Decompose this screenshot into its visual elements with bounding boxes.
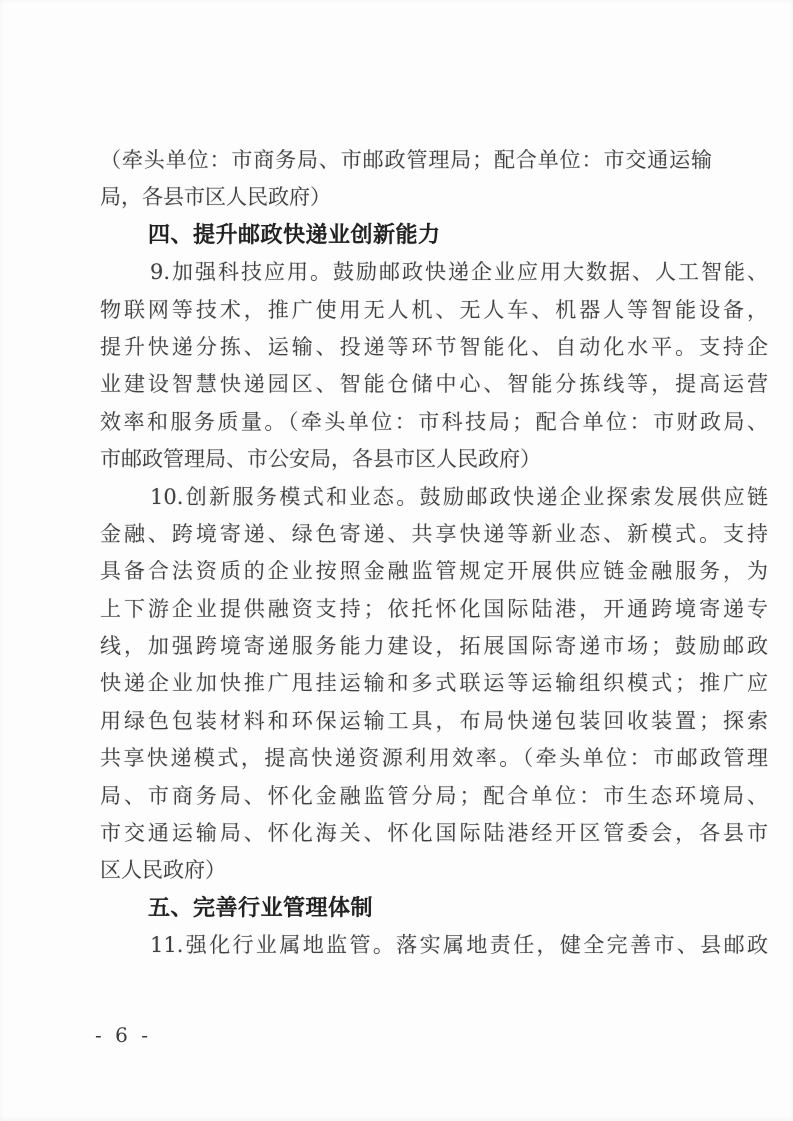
text-line: 9.加强科技应用。鼓励邮政快递企业应用大数据、人工智能、 bbox=[150, 260, 768, 285]
text-line: 上下游企业提供融资支持；依托怀化国际陆港，开通跨境寄递专 bbox=[100, 596, 768, 621]
section-heading bbox=[100, 217, 768, 254]
text-line: 市邮政管理局、市公安局，各县市区人民政府） bbox=[100, 447, 541, 472]
text-line: 用绿色包装材料和环保运输工具，布局快递包装回收装置；探索 bbox=[100, 708, 768, 733]
text-line: 线，加强跨境寄递服务能力建设，拓展国际寄递市场；鼓励邮政 bbox=[100, 634, 768, 659]
text-line: 提升快递分拣、运输、投递等环节智能化、自动化水平。支持企 bbox=[100, 334, 768, 359]
text-line: 局，各县市区人民政府） bbox=[100, 185, 331, 210]
section-heading bbox=[100, 890, 768, 927]
text-line: 11.强化行业属地监管。落实属地责任，健全完善市、县邮政 bbox=[150, 933, 768, 958]
text-line: 效率和服务质量。（牵头单位：市科技局；配合单位：市财政局、 bbox=[100, 409, 768, 434]
text-line: 局、市商务局、怀化金融监管分局；配合单位：市生态环境局、 bbox=[100, 783, 768, 808]
text-line: 市交通运输局、怀化海关、怀化国际陆港经开区管委会，各县市 bbox=[100, 821, 768, 846]
section-heading-text: 五、完善行业管理体制 bbox=[148, 895, 374, 921]
text-line: 业建设智慧快递园区、智能仓储中心、智能分拣线等，提高运营 bbox=[100, 372, 768, 397]
paragraph-continuation bbox=[100, 142, 768, 217]
text-line: 10.创新服务模式和业态。鼓励邮政快递企业探索发展供应链 bbox=[150, 484, 768, 509]
text-line: 金融、跨境寄递、绿色寄递、共享快递等新业态、新模式。支持 bbox=[100, 521, 768, 546]
section-heading-text: 四、提升邮政快递业创新能力 bbox=[148, 222, 441, 248]
text-line: 快递企业加快推广甩挂运输和多式联运等运输组织模式；推广应 bbox=[100, 671, 768, 696]
content bbox=[100, 142, 768, 965]
text-line: 具备合法资质的企业按照金融监管规定开展供应链金融服务，为 bbox=[100, 559, 768, 584]
paragraph bbox=[100, 254, 768, 478]
text-line: 区人民政府） bbox=[100, 858, 226, 883]
paragraph bbox=[100, 479, 768, 890]
text-line: （牵头单位：市商务局、市邮政管理局；配合单位：市交通运输 bbox=[100, 148, 712, 172]
paragraph bbox=[100, 927, 768, 964]
page-number: - 6 - bbox=[95, 1023, 150, 1047]
text-line: 共享快递模式，提高快递资源利用效率。（牵头单位：市邮政管理 bbox=[100, 746, 768, 771]
text-line: 物联网等技术，推广使用无人机、无人车、机器人等智能设备， bbox=[100, 297, 768, 322]
